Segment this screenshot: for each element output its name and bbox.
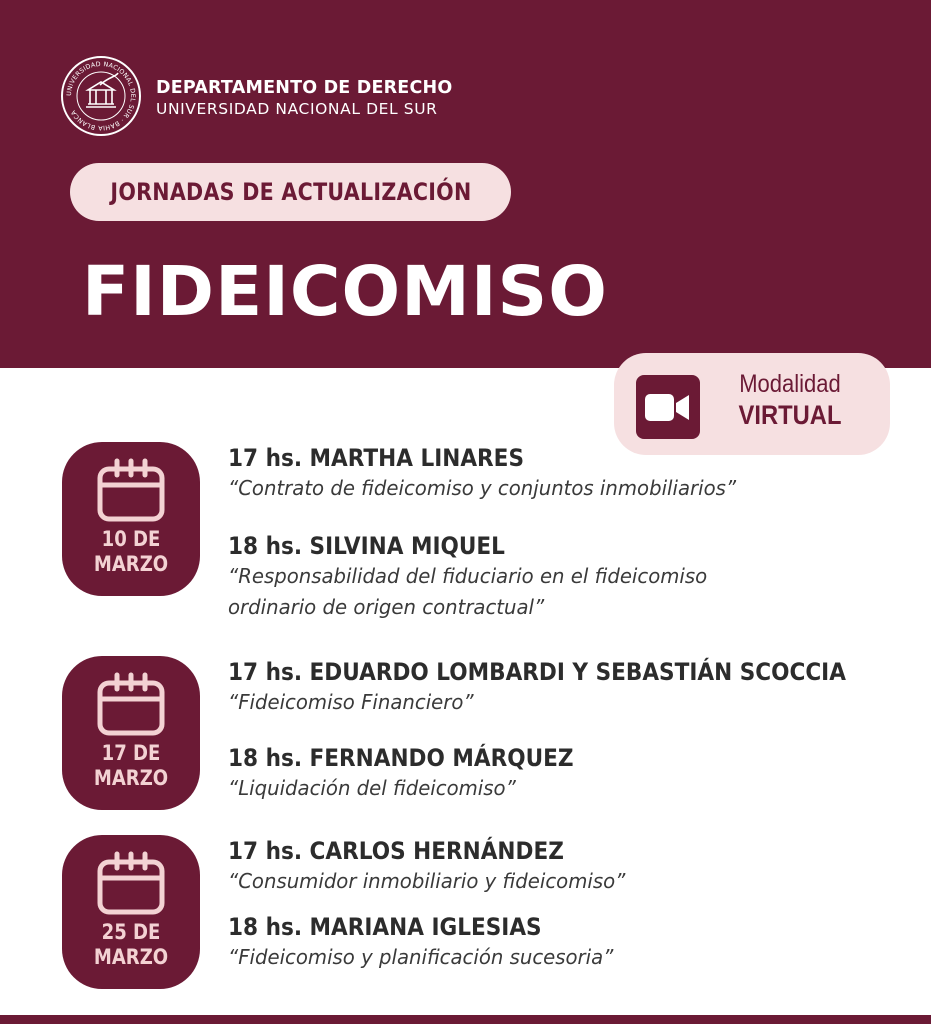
- talk-topic: “Liquidación del fideicomiso”: [228, 776, 516, 800]
- modality-value: VIRTUAL: [738, 400, 842, 430]
- date-badge-day-1: [62, 442, 200, 596]
- date-label: 10 DE MARZO: [93, 527, 169, 576]
- university-name: UNIVERSIDAD NACIONAL DEL SUR: [156, 100, 438, 118]
- talk-topic: “Fideicomiso Financiero”: [228, 690, 474, 714]
- university-seal-logo: [60, 55, 142, 137]
- date-label: 25 DE MARZO: [93, 920, 169, 969]
- page-title: FIDEICOMISO: [82, 252, 608, 332]
- talk-topic: “Consumidor inmobiliario y fideicomiso”: [228, 869, 626, 893]
- talk-topic-line-2: ordinario de origen contractual”: [228, 595, 545, 619]
- calendar-icon: [96, 672, 166, 736]
- modality-badge: [614, 353, 890, 455]
- talk-item: [228, 743, 612, 804]
- svg-text:UNIVERSIDAD NACIONAL DEL SUR ·: UNIVERSIDAD NACIONAL DEL SUR · BAHIA BLANCA: [65, 60, 137, 132]
- talk-speaker: 17 hs. EDUARDO LOMBARDI Y SEBASTIÁN SCOCCIA: [228, 658, 846, 686]
- talk-speaker: 17 hs. MARTHA LINARES: [228, 444, 525, 472]
- talk-speaker: 18 hs. MARIANA IGLESIAS: [228, 913, 542, 941]
- talk-topic: “Responsabilidad del fiduciario en el fideicomiso: [228, 564, 708, 588]
- talk-item: [228, 443, 757, 504]
- video-camera-icon: [636, 375, 700, 439]
- talk-speaker: 17 hs. CARLOS HERNÁNDEZ: [228, 837, 564, 865]
- date-badge-day-2: [62, 656, 200, 810]
- talk-speaker: 18 hs. SILVINA MIQUEL: [228, 532, 505, 560]
- talk-item: [228, 836, 642, 897]
- talk-speaker: 18 hs. FERNANDO MÁRQUEZ: [228, 744, 574, 772]
- event-type-pill: [70, 163, 511, 221]
- modality-label: Modalidad: [739, 370, 841, 398]
- header-banner: [0, 0, 931, 368]
- department-block: [156, 78, 452, 119]
- date-label: 17 DE MARZO: [93, 741, 169, 790]
- event-type-label: JORNADAS DE ACTUALIZACIÓN: [109, 178, 472, 206]
- talk-item: [228, 531, 727, 623]
- date-badge-day-3: [62, 835, 200, 989]
- department-name: DEPARTAMENTO DE DERECHO: [156, 78, 453, 98]
- talk-item: [228, 912, 629, 973]
- talk-topic: “Fideicomiso y planificación sucesoria”: [228, 945, 614, 969]
- talk-item: [228, 657, 915, 718]
- calendar-icon: [96, 458, 166, 522]
- calendar-icon: [96, 851, 166, 915]
- bottom-accent-bar: [0, 1015, 931, 1024]
- talk-topic: “Contrato de fideicomiso y conjuntos inmobiliarios”: [228, 476, 737, 500]
